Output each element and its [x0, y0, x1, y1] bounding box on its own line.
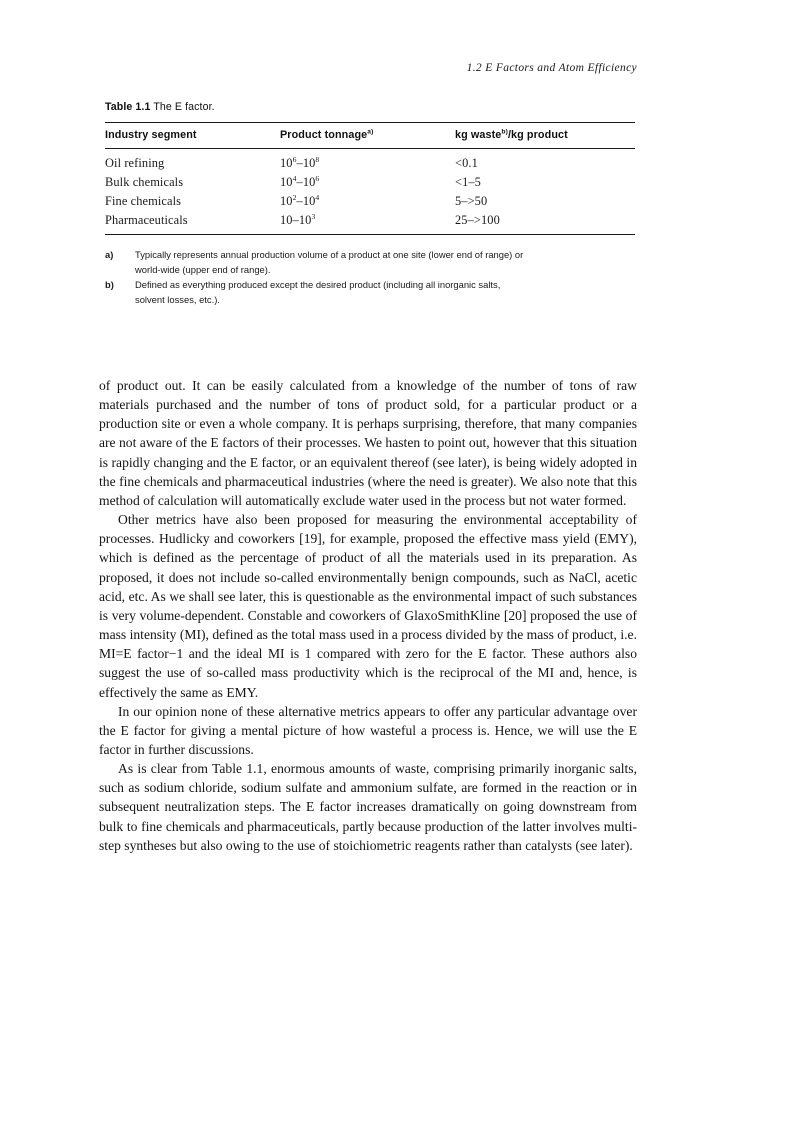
cell-product-tonnage	[280, 211, 455, 235]
footnote-b	[105, 278, 525, 307]
table-caption	[105, 101, 635, 113]
tonnage-exp-1: 4	[292, 173, 297, 183]
tonnage-dash: –	[296, 194, 303, 208]
tonnage-exp-2: 6	[315, 173, 320, 183]
cell-industry-segment: Bulk chemicals	[105, 175, 184, 189]
tonnage-exp-2: 3	[311, 211, 316, 221]
column-header-kg-waste	[455, 123, 635, 149]
table-caption-label: Table 1.1	[105, 101, 151, 113]
running-header: 1.2 E Factors and Atom Efficiency	[466, 62, 637, 74]
cell-kg-waste: 5–>50	[455, 194, 488, 208]
cell-industry-segment: Oil refining	[105, 156, 165, 170]
paragraph-4: As is clear from Table 1.1, enormous amounts of waste, comprising primarily inorganic salts, such as sodium chloride, sodium sulfate and ammonium sulfate, are formed in the reaction or in subsequent neutralization steps. The E factor increases dramatically on going downstream from bulk to fine chemicals and pharmaceuticals, partly because production of the latter involves multi-step syntheses but also owing to the use of stoichiometric reagents rather than catalysts (see later).	[99, 761, 637, 853]
tonnage-base-1: 10	[280, 175, 293, 189]
e-factor-table	[105, 122, 635, 235]
table-caption-text: The E factor.	[153, 101, 215, 113]
table-block	[105, 101, 635, 235]
paragraph-3: In our opinion none of these alternative metrics appears to offer any particular advantage over the E factor for giving a mental picture of how wasteful a process is. Hence, we will use the E factor in further discussions.	[99, 703, 637, 757]
cell-product-tonnage	[280, 149, 455, 174]
footnote-a	[105, 248, 525, 277]
table-body	[105, 149, 635, 235]
table-row	[105, 173, 635, 192]
tonnage-base-1: 10	[280, 156, 293, 170]
footnote-a-marker: a)	[105, 249, 114, 260]
cell-product-tonnage	[280, 192, 455, 211]
column-header-kg-waste-suffix: /kg product	[507, 129, 568, 141]
column-header-industry-segment	[105, 123, 280, 149]
column-header-product-tonnage	[280, 123, 455, 149]
cell-kg-waste: <1–5	[455, 175, 481, 189]
cell-industry-segment: Pharmaceuticals	[105, 213, 188, 227]
tonnage-dash: –	[292, 213, 299, 227]
tonnage-base-1: 10	[280, 213, 293, 227]
table-header-row	[105, 123, 635, 149]
table-footnotes	[105, 248, 525, 308]
column-header-product-tonnage-label: Product tonnage	[280, 129, 368, 141]
table-row	[105, 192, 635, 211]
cell-kg-waste: 25–>100	[455, 213, 500, 227]
footnote-b-marker: b)	[105, 279, 114, 291]
tonnage-base-2: 10	[302, 194, 316, 208]
body-text	[99, 376, 637, 855]
column-header-kg-waste-label: kg waste	[455, 129, 502, 141]
cell-kg-waste: <0.1	[455, 156, 478, 170]
tonnage-exp-2: 8	[315, 154, 320, 164]
tonnage-base-1: 10	[280, 194, 293, 208]
paragraph-1: of product out. It can be easily calculated from a knowledge of the number of tons of raw materials purchased and the number of tons of product sold, for a particular product or a production site or even a whole company. It is perhaps surprising, therefore, that many companies are not aware of the E factors of their processes. We hasten to point out, however that this situation is rapidly changing and the E factor, or an equivalent thereof (see later), is being widely adopted in the fine chemicals and pharmaceutical industries (where the need is greater). We also note that this method of calculation will automatically exclude water used in the process but not water formed.	[99, 378, 637, 508]
tonnage-exp-1: 2	[292, 192, 297, 202]
tonnage-dash: –	[296, 156, 303, 170]
table-row	[105, 149, 635, 174]
tonnage-exp-1: 6	[292, 154, 297, 164]
tonnage-base-2: 10	[298, 213, 312, 227]
paragraph-2: Other metrics have also been proposed for measuring the environmental acceptability of processes. Hudlicky and coworkers [19], for example, proposed the effective mass yield (EMY), which is defined as the percentage of product of all the materials used in its preparation. As proposed, it does not include so-called environmentally benign compounds, such as NaCl, acetic acid, etc. As we shall see later, this is questionable as the environmental impact of such substances is very volume-dependent. Constable and coworkers of GlaxoSmithKline [20] proposed the use of mass intensity (MI), defined as the total mass used in a process divided by the mass of product, i.e. MI=E factor−1 and the ideal MI is 1 compared with zero for the E factor. These authors also suggest the use of so-called mass productivity which is the reciprocal of the MI and, hence, is effectively the same as EMY.	[99, 512, 637, 700]
tonnage-base-2: 10	[302, 156, 316, 170]
column-header-industry-segment-label: Industry segment	[105, 129, 197, 141]
table-row	[105, 211, 635, 235]
tonnage-dash: –	[296, 175, 303, 189]
footnote-a-text: Typically represents annual production volume of a product at one site (lower end of range) or world-wide (upper end of range).	[135, 249, 524, 275]
footnote-marker-a: a)	[367, 128, 374, 136]
cell-industry-segment: Fine chemicals	[105, 194, 182, 208]
tonnage-exp-2: 4	[315, 192, 320, 202]
footnote-marker-b: b)	[501, 128, 508, 136]
cell-product-tonnage	[280, 173, 455, 192]
footnote-b-text: Defined as everything produced except the desired product (including all inorganic salts, solvent losses, etc.).	[135, 279, 501, 305]
tonnage-base-2: 10	[302, 175, 316, 189]
